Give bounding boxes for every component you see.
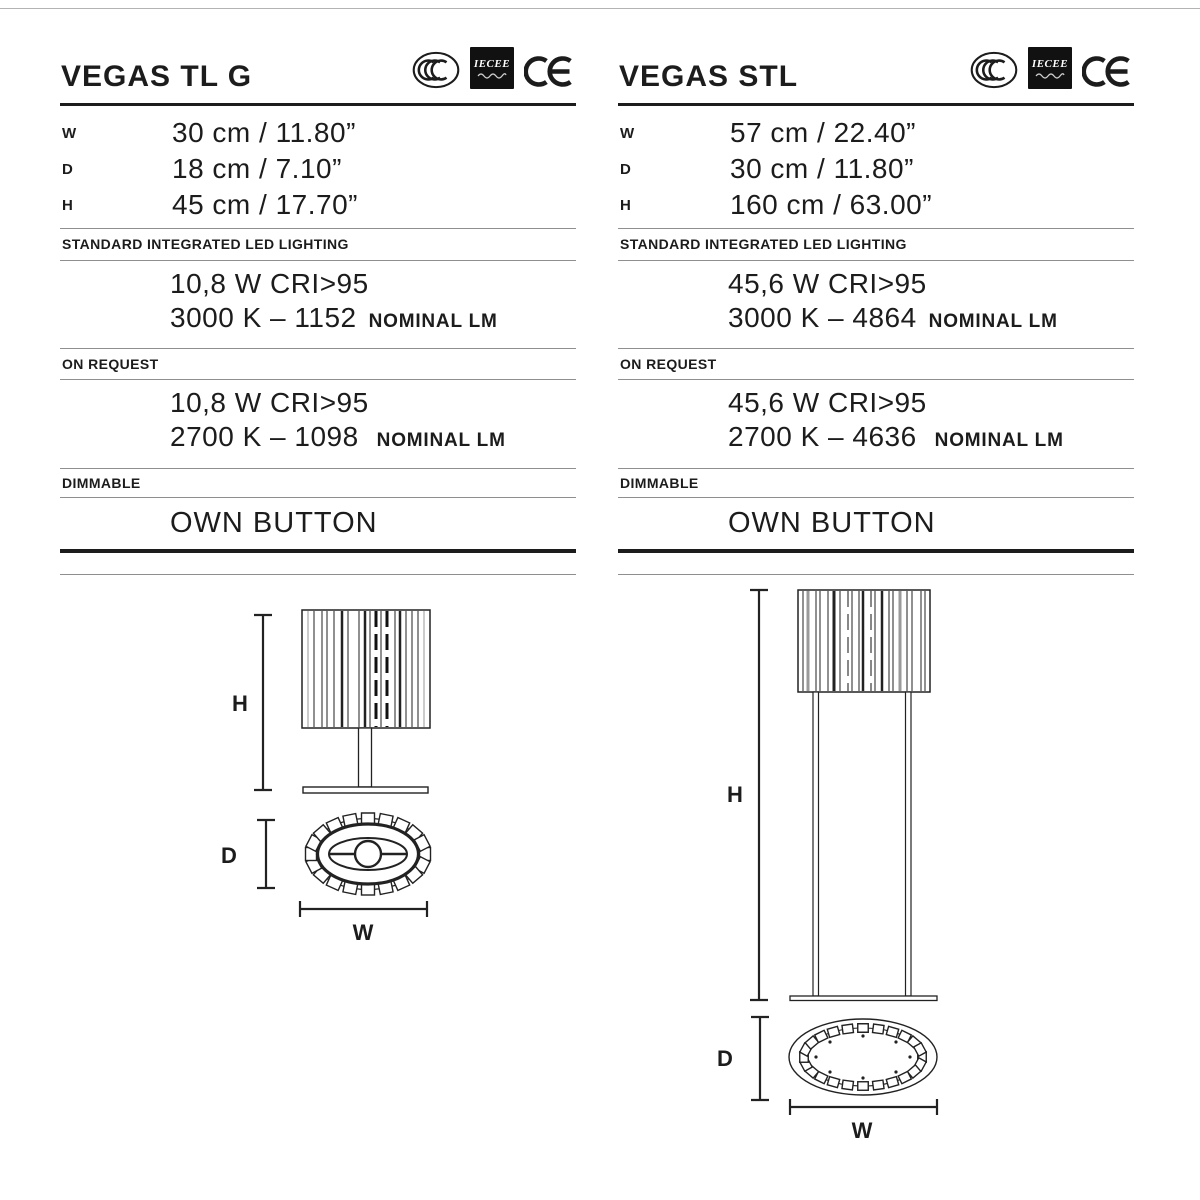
lamp-top-view: [789, 1019, 937, 1095]
height-dimension-line: [750, 590, 768, 1000]
iecee-icon: IECEE: [470, 47, 514, 89]
product-title: VEGAS TL G: [61, 60, 253, 93]
iecee-icon: IECEE: [1028, 47, 1072, 89]
lamp-base: [790, 996, 937, 1001]
section-bottom-rule: [618, 553, 1134, 575]
spec-power: 10,8 W CRI>95: [170, 387, 369, 418]
standard-led-specs: [618, 261, 1134, 348]
iecee-script-squiggle: [477, 71, 507, 79]
dimension-row-depth: [60, 151, 576, 187]
width-dimension-line: [300, 901, 427, 917]
width-dimension-line: [790, 1099, 937, 1115]
spec-unit: NOMINAL LM: [928, 311, 1058, 332]
standard-led-heading: STANDARD INTEGRATED LED LIGHTING: [618, 228, 1134, 261]
spec-unit: NOMINAL LM: [368, 311, 498, 332]
spec-power: 45,6 W CRI>95: [728, 387, 927, 418]
dimension-label: H: [620, 196, 632, 214]
standard-led-heading: STANDARD INTEGRATED LED LIGHTING: [60, 228, 576, 261]
dimmable-value: OWN BUTTON: [618, 498, 1134, 553]
spec-output: 2700 K – 1098 NOMINAL LM: [170, 421, 506, 452]
certification-marks: [970, 47, 1134, 89]
dimension-row-height: [618, 187, 1134, 223]
lamp-base: [303, 787, 428, 793]
dimension-row-depth: [618, 151, 1134, 187]
lamp-stem: [359, 728, 372, 787]
dimmable-value: OWN BUTTON: [60, 498, 576, 553]
dimension-value: 30 cm / 11.80”: [172, 117, 356, 148]
height-dim-label: H: [232, 691, 248, 716]
spec-unit: NOMINAL LM: [376, 430, 506, 451]
dimension-value: 18 cm / 7.10”: [172, 153, 342, 184]
product-title: VEGAS STL: [619, 60, 799, 93]
dimension-row-width: [618, 115, 1134, 151]
depth-dimension-line: [257, 820, 275, 888]
width-dim-label: W: [851, 1118, 873, 1143]
dimension-value: 30 cm / 11.80”: [730, 153, 914, 184]
dimmable-heading: DIMMABLE: [618, 468, 1134, 498]
on-request-specs: [60, 380, 576, 468]
product-column-vegas-stl: [618, 0, 1134, 575]
on-request-heading: ON REQUEST: [60, 348, 576, 380]
shade-segment-ring: [800, 1024, 927, 1091]
standard-led-specs: [60, 261, 576, 348]
depth-dim-label: D: [717, 1046, 733, 1071]
iecee-script-squiggle: [1035, 71, 1065, 79]
depth-dim-label: D: [221, 843, 237, 868]
floor-lamp-diagram: [700, 580, 960, 1145]
dimension-row-height: [60, 187, 576, 223]
height-dimension-line: [254, 615, 272, 790]
product-header: [60, 0, 576, 106]
on-request-specs: [618, 380, 1134, 468]
spec-output: 3000 K – 4864 NOMINAL LM: [728, 302, 1058, 333]
section-bottom-rule: [60, 553, 576, 575]
dimension-label: H: [62, 196, 74, 214]
product-column-vegas-tl-g: [60, 0, 576, 575]
certification-marks: [412, 47, 576, 89]
ccc-icon: [970, 51, 1018, 89]
dimension-label: W: [62, 124, 77, 142]
ce-icon: [1082, 54, 1134, 89]
product-header: [618, 0, 1134, 106]
dimensions-table: [60, 106, 576, 228]
dimension-label: W: [620, 124, 635, 142]
dimension-value: 45 cm / 17.70”: [172, 189, 358, 220]
ccc-icon: [412, 51, 460, 89]
ce-icon: [524, 54, 576, 89]
depth-dimension-line: [751, 1017, 769, 1100]
lamp-leg-right: [906, 692, 912, 996]
dimension-label: D: [62, 160, 74, 178]
height-dim-label: H: [727, 782, 743, 807]
spec-unit: NOMINAL LM: [934, 430, 1064, 451]
spec-output: 3000 K – 1152 NOMINAL LM: [170, 302, 498, 333]
center-socket: [355, 841, 381, 867]
dimensions-table: [618, 106, 1134, 228]
dimension-label: D: [620, 160, 632, 178]
on-request-heading: ON REQUEST: [618, 348, 1134, 380]
spec-output: 2700 K – 4636 NOMINAL LM: [728, 421, 1064, 452]
spec-power: 10,8 W CRI>95: [170, 268, 369, 299]
dimension-value: 57 cm / 22.40”: [730, 117, 916, 148]
fixing-dots: [814, 1034, 911, 1079]
dimension-row-width: [60, 115, 576, 151]
lamp-top-view: [306, 813, 431, 895]
table-lamp-diagram: [200, 595, 460, 955]
width-dim-label: W: [352, 920, 374, 945]
spec-power: 45,6 W CRI>95: [728, 268, 927, 299]
dimension-value: 160 cm / 63.00”: [730, 189, 933, 220]
lamp-leg-left: [813, 692, 819, 996]
dimmable-heading: DIMMABLE: [60, 468, 576, 498]
